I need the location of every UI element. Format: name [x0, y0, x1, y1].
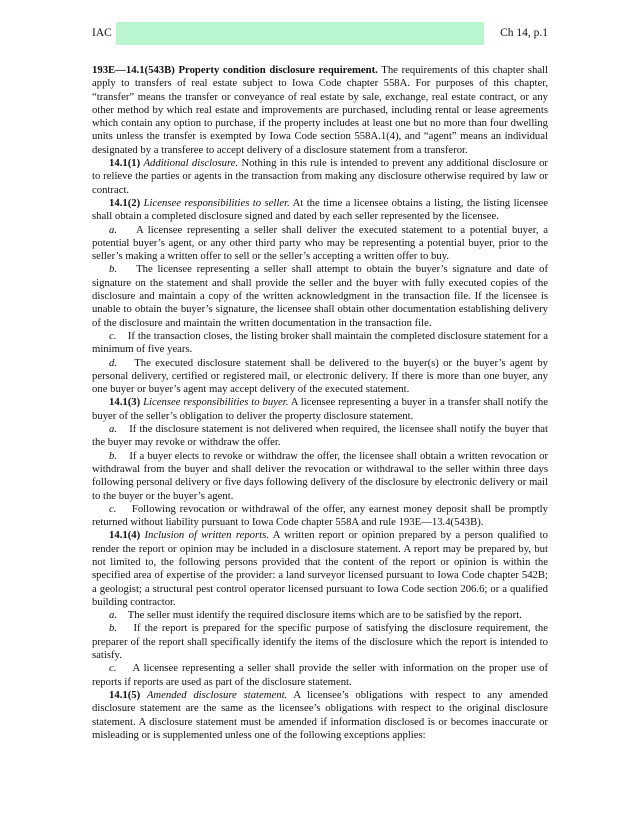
- subrule-4-number: 14.1(4): [109, 529, 141, 542]
- subrule-3-item-b: [92, 450, 548, 503]
- subrule-4-item-b: [92, 622, 548, 662]
- rule-heading: 193E—14.1(543B) Property condition disclosure requirement.: [92, 64, 378, 76]
- header-source: IAC: [92, 27, 112, 39]
- item-label: b.: [109, 449, 118, 462]
- item-text: The seller must identify the required disclosure items which are to be satisfied by the report.: [127, 609, 522, 622]
- item-text: If the transaction closes, the listing broker shall maintain the completed disclosure statement for a minimum of five years.: [92, 329, 548, 356]
- subrule-2-item-b: [92, 263, 548, 329]
- item-label: b.: [109, 622, 118, 635]
- item-text: A licensee representing a seller shall deliver the executed statement to a potential buyer, a potential buyer’s agent, or any other third party who may be representing a potential buyer, prior to the seller’s making a written offer to sell or the seller’s accepting a written offer to buy.: [92, 223, 549, 263]
- item-text: The licensee representing a seller shall attempt to obtain the buyer’s signature and date of signature on the statement and shall provide the seller and the buyer with fully executed copies of the disclosure and maintain a copy of the written acknowledgment in the transaction file. If the licensee is unable to obtain the buyer’s signature, the licensee shall obtain other documentation establishing delivery of the disclosure and maintain the written documentation in the transaction file.: [92, 263, 549, 329]
- subrule-1: [92, 157, 548, 197]
- item-label: a.: [109, 423, 118, 436]
- subrule-3-number: 14.1(3): [109, 396, 141, 409]
- subrule-4-item-a: [92, 609, 548, 622]
- header-highlight-band: [116, 22, 484, 45]
- subrule-2-number: 14.1(2): [109, 196, 141, 209]
- subrule-2-title: Licensee responsibilities to seller.: [143, 196, 290, 209]
- subrule-3-title: Licensee responsibilities to buyer.: [143, 396, 289, 409]
- item-text: If the disclosure statement is not delivered when required, the licensee shall notify the buyer that the buyer may revoke or withdraw the offer.: [92, 423, 548, 449]
- item-label: d.: [109, 356, 118, 369]
- item-label: a.: [109, 609, 118, 622]
- subrule-2-item-a: [92, 224, 548, 264]
- header-page-ref: Ch 14, p.1: [500, 27, 548, 39]
- item-text: Following revocation or withdrawal of the offer, any earnest money deposit shall be promptly returned without liability pursuant to Iowa Code chapter 558A and rule 193E—13.4(543B).: [92, 502, 548, 529]
- subrule-3-text: A licensee representing a buyer in a transfer shall notify the buyer of the seller’s obligation to deliver the property disclosure statement.: [92, 396, 548, 422]
- item-label: c.: [109, 329, 117, 342]
- subrule-5: [92, 689, 548, 742]
- subrule-3: [92, 396, 548, 423]
- subrule-1-number: 14.1(1): [109, 157, 141, 170]
- rule-paragraph: [92, 64, 548, 157]
- subrule-3-item-a: [92, 423, 548, 450]
- subrule-4-title: Inclusion of written reports.: [144, 529, 269, 542]
- item-text: If the report is prepared for the specific purpose of satisfying the disclosure requirement, the preparer of the report shall specifically identify the items of the disclosure which the report is intended to satisfy.: [92, 622, 548, 662]
- item-label: a.: [109, 223, 118, 236]
- item-label: c.: [109, 662, 117, 675]
- document-body: [92, 64, 548, 742]
- subrule-5-text: A licensee’s obligations with respect to any amended disclosure statement are the same as the licensee’s obligations with respect to the original disclosure statement. A disclosure statement must be amended if information disclosed is or becomes inaccurate or misleading or is supplemented unless one of the following exceptions applies:: [92, 688, 548, 741]
- subrule-3-item-c: [92, 503, 548, 530]
- subrule-4-text: A written report or opinion prepared by a person qualified to render the report or opinion may be included in a disclosure statement. A report may be prepared by, but not limited to, the following persons provided that the content of the report or opinion is within the specified area of expertise of the provider: a land surveyor licensed pursuant to Iowa Code chapter 542B; a geologist; a structural pest control operator licensed pursuant to Iowa Code section 206.6; or a qualified building contractor.: [92, 529, 548, 608]
- subrule-2-text: At the time a licensee obtains a listing, the listing licensee shall obtain a completed disclosure signed and dated by each seller represented by the licensee.: [92, 196, 548, 223]
- subrule-2-item-c: [92, 330, 548, 357]
- subrule-4-item-c: [92, 662, 548, 689]
- subrule-5-number: 14.1(5): [109, 688, 141, 701]
- subrule-4: [92, 529, 548, 609]
- subrule-2-item-d: [92, 357, 548, 397]
- rule-text: The requirements of this chapter shall apply to transfers of real estate subject to Iowa Code chapter 558A. For purposes of this chapter, “transfer” means the transfer or conveyance of real estate by sale, exchange, real estate contract, or any other method by which real estate and improvements are purchased, including rental or lease agreements which contain any option to purchase, if the property includes at least one but no more than four dwelling units unless the transfer is exempted by Iowa Code section 558A.1(4), and “agent” means an individual designated by a transferee to accept delivery of a disclosure statement from a transferor.: [92, 64, 548, 156]
- page-header: [92, 22, 548, 46]
- item-text: A licensee representing a seller shall provide the seller with information on the proper use of reports if reports are used as part of the disclosure statement.: [92, 662, 549, 688]
- item-label: b.: [109, 263, 118, 276]
- subrule-1-title: Additional disclosure.: [143, 157, 239, 170]
- item-text: If a buyer elects to revoke or withdraw the offer, the licensee shall obtain a written revocation or withdrawal from the buyer and shall deliver the revocation or withdrawal to the seller within three days following personal delivery or five days following delivery of the disclosure by electronic delivery or mail to the buyer or the buyer’s agent.: [92, 449, 549, 502]
- item-label: c.: [109, 502, 117, 515]
- item-text: The executed disclosure statement shall be delivered to the buyer(s) or the buyer’s agent by personal delivery, certified or registered mail, or electronic delivery. If there is more than one buyer, any one buyer or buyer’s agent may accept delivery of the executed statement.: [92, 356, 549, 396]
- subrule-2: [92, 197, 548, 224]
- subrule-5-title: Amended disclosure statement.: [146, 688, 288, 701]
- subrule-1-text: Nothing in this rule is intended to prevent any additional disclosure or to relieve the parties or agents in the transaction from making any disclosure otherwise required by law or contract.: [92, 157, 548, 196]
